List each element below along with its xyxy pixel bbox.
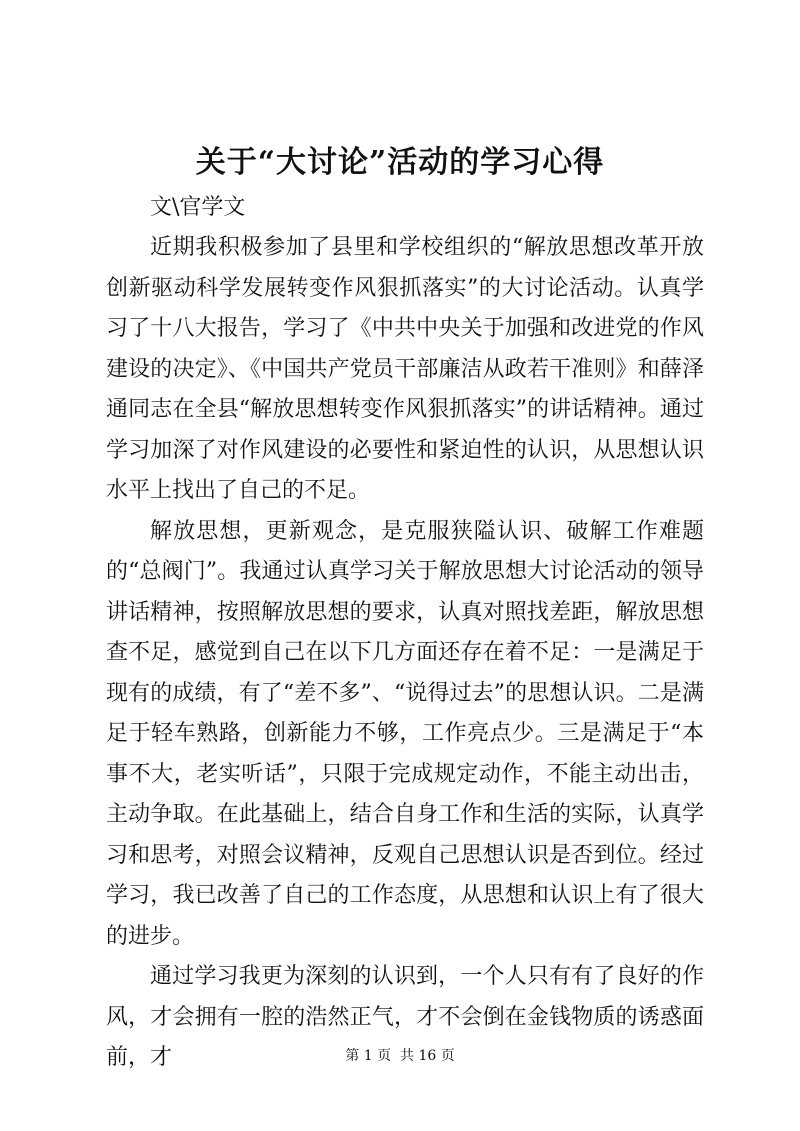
paragraph: 近期我积极参加了县里和学校组织的“解放思想改革开放创新驱动科学发展转变作风狠抓落实”的大讨论活动。认真学习了十八大报告，学习了《中共中央关于加强和改进党的作风建设的决定》、《中国共产党员干部廉洁从政若干准则》和薛泽通同志在全县“解放思想转变作风狠抓落实”的讲话精神。通过学习加深了对作风建设的必要性和紧迫性的认识，从思想认识水平上找出了自己的不足。 <box>106 235 704 503</box>
author-line: 文\官学文 <box>150 195 246 220</box>
paragraph: 通过学习我更为深刻的认识到，一个人只有有了良好的作风，才会拥有一腔的浩然正气，才不会倒在金钱物质的诱惑面前，才 <box>106 964 704 1070</box>
page-footer <box>0 1046 800 1066</box>
page-number: 第 1 页 共 16 页 <box>345 1048 455 1064</box>
document-title: 关于“大讨论”活动的学习心得 <box>195 145 605 180</box>
document-body <box>106 228 704 1079</box>
paragraph: 解放思想，更新观念，是克服狭隘认识、破解工作难题的“总阀门”。我通过认真学习关于解放思想大讨论活动的领导讲话精神，按照解放思想的要求，认真对照找差距，解放思想查不足，感觉到自己在以下几方面还存在着不足：一是满足于现有的成绩，有了“差不多”、“说得过去”的思想认识。二是满足于轻车熟路，创新能力不够，工作亮点少。三是满足于“本事不大，老实听话”，只限于完成规定动作，不能主动出击，主动争取。在此基础上，结合自身工作和生活的实际，认真学习和思考，对照会议精神，反观自己思想认识是否到位。经过学习，我已改善了自己的工作态度，从思想和认识上有了很大的进步。 <box>106 518 704 949</box>
